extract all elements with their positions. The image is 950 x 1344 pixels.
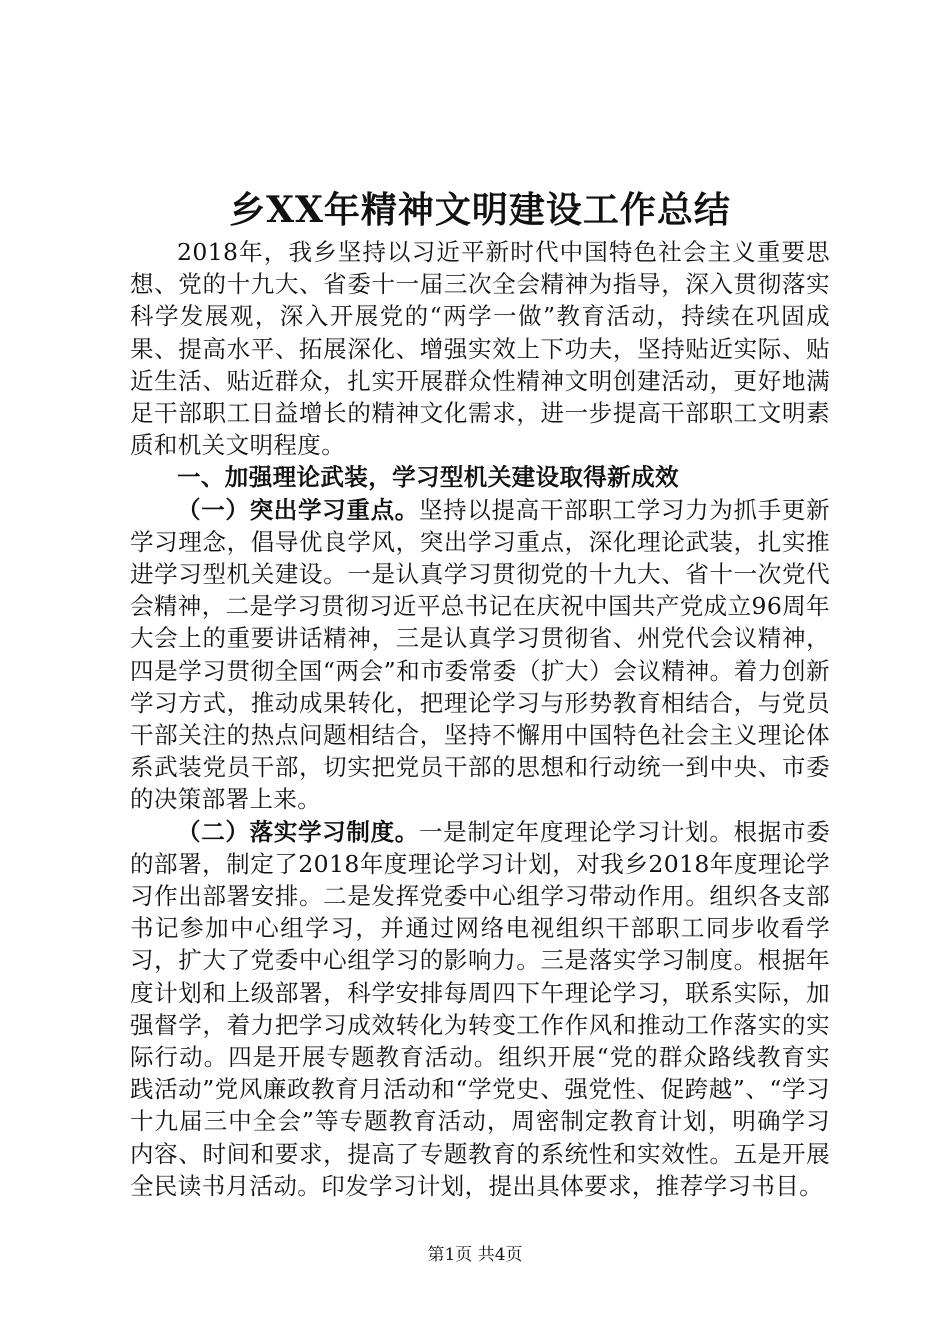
document-title: 乡XX年精神文明建设工作总结 xyxy=(229,189,731,231)
subsection-paragraph-2 xyxy=(130,816,830,1202)
page-footer: 第1页 共4页 xyxy=(427,1245,523,1265)
subsection-lead-1: （一）突出学习重点。 xyxy=(177,495,419,524)
intro-paragraph: 2018年，我乡坚持以习近平新时代中国特色社会主义重要思想、党的十九大、省委十一届三次全会精神为指导，深入贯彻落实科学发展观，深入开展党的“两学一做”教育活动，持续在巩固成果、提高水平、拓展深化、增强实效上下功夫，坚持贴近实际、贴近生活、贴近群众，扎实开展群众性精神文明创建活动，更好地满足干部职工日益增长的精神文化需求，进一步提高干部职工文明素质和机关文明程度。 xyxy=(130,238,830,460)
subsection-lead-2: （二）落实学习制度。 xyxy=(177,817,419,846)
subsection-paragraph-1 xyxy=(130,494,830,816)
subsection-text-1: 坚持以提高干部职工学习力为抓手更新学习理念，倡导优良学风，突出学习重点，深化理论武装，扎实推进学习型机关建设。一是认真学习贯彻党的十九大、省十一次党代会精神，二是学习贯彻习近平总书记在庆祝中国共产党成立96周年大会上的重要讲话精神，三是认真学习贯彻省、州党代会议精神，四是学习贯彻全国“两会”和市委常委（扩大）会议精神。着力创新学习方式，推动成果转化，把理论学习与形势教育相结合，与党员干部关注的热点问题相结合，坚持不懈用中国特色社会主义理论体系武装党员干部，切实把党员干部的思想和行动统一到中央、市委的决策部署上来。 xyxy=(130,495,830,814)
section-heading-1: 一、加强理论武装，学习型机关建设取得新成效 xyxy=(177,463,679,492)
document-page xyxy=(130,186,830,1202)
subsection-text-2: 一是制定年度理论学习计划。根据市委的部署，制定了2018年度理论学习计划，对我乡2018年度理论学习作出部署安排。二是发挥党委中心组学习带动作用。组织各支部书记参加中心组学习，并通过网络电视组织干部职工同步收看学习，扩大了党委中心组学习的影响力。三是落实学习制度。根据年度计划和上级部署，科学安排每周四下午理论学习，联系实际，加强督学，着力把学习成效转化为转变工作作风和推动工作落实的实际行动。四是开展专题教育活动。组织开展“党的群众路线教育实践活动”党风廉政教育月活动和“学党史、强党性、促跨越”、“学习十九届三中全会”等专题教育活动，周密制定教育计划，明确学习内容、时间和要求，提高了专题教育的系统性和实效性。五是开展全民读书月活动。印发学习计划，提出具体要求，推荐学习书目。 xyxy=(130,817,830,1200)
